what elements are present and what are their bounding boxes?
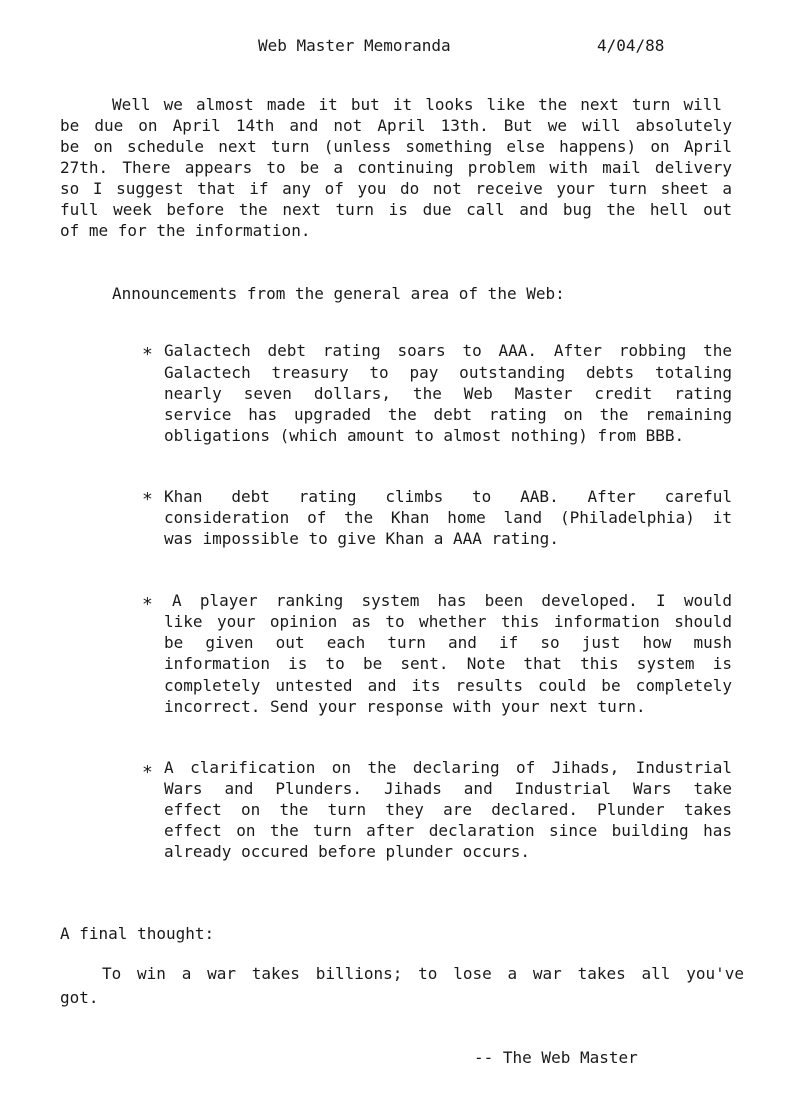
bullet-line: effect on the turn they are declared. Plunder takes xyxy=(164,800,732,819)
intro-line: 27th. There appears to be a continuing problem with mail delivery xyxy=(60,158,732,177)
signature: -- The Web Master xyxy=(474,1048,638,1067)
bullet-line: already occured before plunder occurs. xyxy=(164,842,531,861)
final-thought-line: To win a war takes billions; to lose a war takes all you've xyxy=(102,964,744,983)
intro-line: full week before the next turn is due call and bug the hell out xyxy=(60,200,732,219)
bullet-line: nearly seven dollars, the Web Master credit rating xyxy=(164,384,732,403)
bullet-line: Galactech treasury to pay outstanding debts totaling xyxy=(164,363,732,382)
bullet-line: obligations (which amount to almost nothing) from BBB. xyxy=(164,426,685,445)
bullet-marker: * xyxy=(142,489,153,510)
bullet-line: like your opinion as to whether this information should xyxy=(164,612,732,631)
bullet-line: Wars and Plunders. Jihads and Industrial Wars take xyxy=(164,779,732,798)
bullet-line: be given out each turn and if so just how mush xyxy=(164,633,732,652)
intro-line: be due on April 14th and not April 13th. But we will absolutely xyxy=(60,116,732,135)
bullet-marker: * xyxy=(142,344,153,365)
bullet-line: A player ranking system has been developed. I would xyxy=(172,591,732,610)
bullet-line: consideration of the Khan home land (Philadelphia) it xyxy=(164,508,732,527)
bullet-line: service has upgraded the debt rating on the remaining xyxy=(164,405,732,424)
intro-line: Well we almost made it but it looks like the next turn will xyxy=(112,95,722,114)
bullet-marker: * xyxy=(142,762,153,783)
bullet-line: information is to be sent. Note that this system is xyxy=(164,654,732,673)
announcements-heading: Announcements from the general area of the Web: xyxy=(112,284,565,303)
memo-title: Web Master Memoranda xyxy=(258,36,451,55)
bullet-line: was impossible to give Khan a AAA rating. xyxy=(164,529,559,548)
bullet-marker: * xyxy=(142,594,153,615)
intro-line: be on schedule next turn (unless something else happens) on April xyxy=(60,137,732,156)
bullet-line: Khan debt rating climbs to AAB. After careful xyxy=(164,487,732,506)
bullet-line: effect on the turn after declaration since building has xyxy=(164,821,732,840)
bullet-line: Galactech debt rating soars to AAA. After robbing the xyxy=(164,341,732,360)
bullet-line: A clarification on the declaring of Jihads, Industrial xyxy=(164,758,732,777)
final-thought-line: got. xyxy=(60,988,99,1007)
intro-line: so I suggest that if any of you do not receive your turn sheet a xyxy=(60,179,732,198)
intro-line: of me for the information. xyxy=(60,221,311,240)
bullet-line: completely untested and its results could be completely xyxy=(164,676,732,695)
final-heading: A final thought: xyxy=(60,924,215,943)
memo-date: 4/04/88 xyxy=(597,36,665,55)
bullet-line: incorrect. Send your response with your next turn. xyxy=(164,697,646,716)
